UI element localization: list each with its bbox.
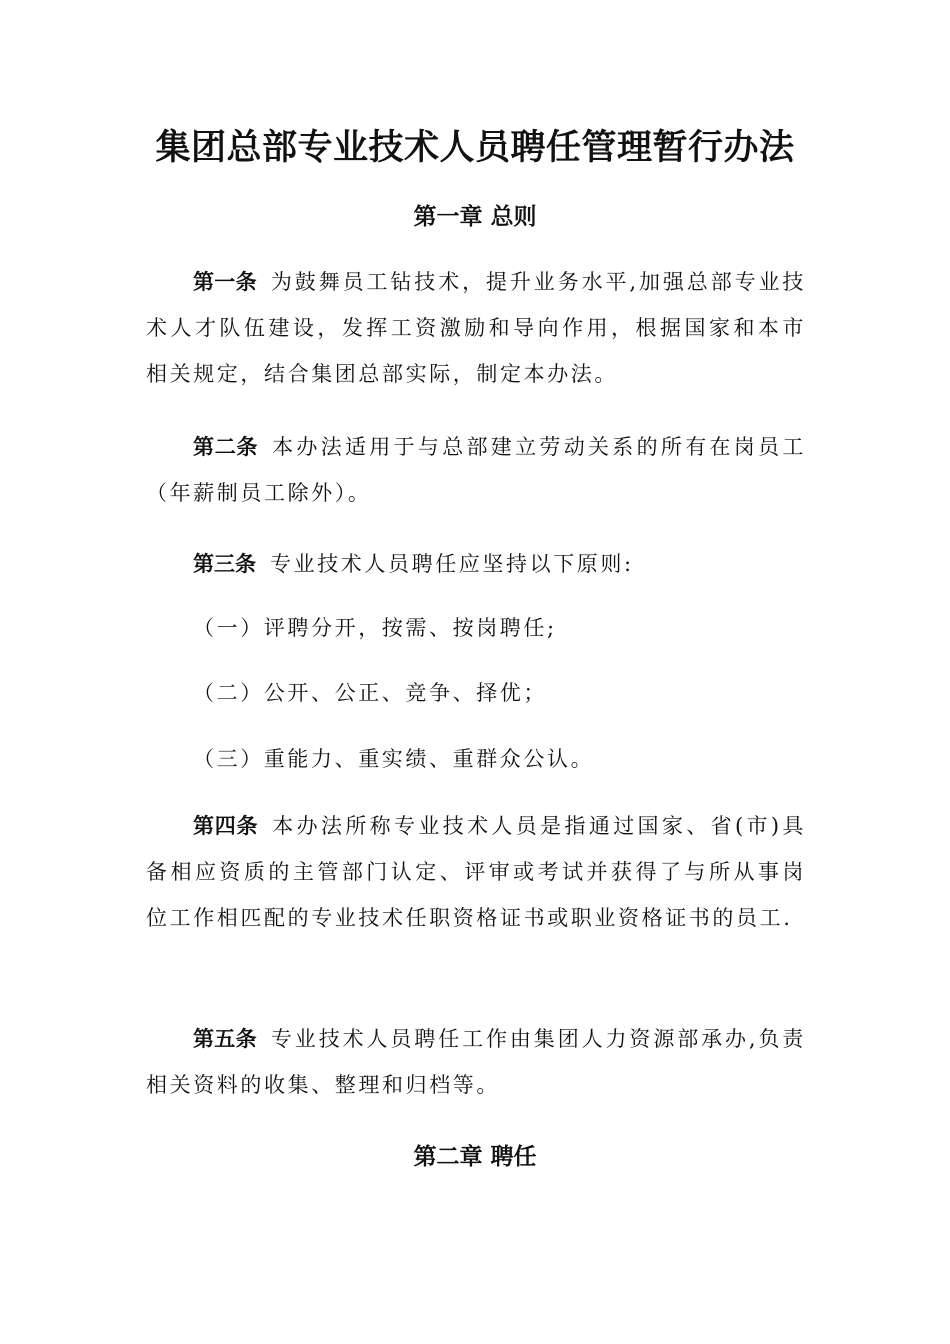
principle-item: （三）重能力、重实绩、重群众公认。 [193, 747, 595, 771]
article-text: 为鼓舞员工钻技术，提升业务水平,加强总部专业技术人才队伍建设，发挥工资激励和导向作用，根据国家和本市相关规定，结合集团总部实际，制定本办法。 [146, 270, 806, 386]
article-3 [146, 541, 806, 587]
article-text: 本办法适用于与总部建立劳动关系的所有在岗员工（年薪制员工除外）。 [146, 435, 807, 505]
article-text: 专业技术人员聘任工作由集团人力资源部承办,负责相关资料的收集、整理和归档等。 [146, 1027, 806, 1097]
chapter-number: 第一章 [413, 204, 483, 230]
article-2 [146, 424, 806, 516]
article-text: 专业技术人员聘任应坚持以下原则: [270, 552, 634, 576]
principle-item: （一）评聘分开，按需、按岗聘任; [193, 616, 557, 640]
article-4 [146, 803, 806, 941]
article-label: 第四条 [193, 814, 259, 838]
article-label: 第二条 [193, 435, 259, 459]
article-5 [146, 1016, 806, 1108]
article-label: 第三条 [193, 552, 256, 576]
chapter-number: 第二章 [413, 1144, 483, 1170]
principle-item: （二）公开、公正、竞争、择优； [193, 681, 547, 705]
article-1 [146, 259, 806, 397]
chapter-heading-general [0, 201, 950, 233]
article-text: 本办法所称专业技术人员是指通过国家、省(市)具备相应资质的主管部门认定、评审或考试并获得了与所从事岗位工作相匹配的专业技术任职资格证书或职业资格证书的员工. [146, 814, 807, 930]
article-label: 第一条 [193, 270, 257, 294]
chapter-heading-appointment [0, 1141, 950, 1173]
article-label: 第五条 [193, 1027, 257, 1051]
chapter-name: 总则 [490, 204, 537, 230]
document-title: 集团总部专业技术人员聘任管理暂行办法 [155, 127, 795, 168]
chapter-name: 聘任 [490, 1144, 537, 1170]
